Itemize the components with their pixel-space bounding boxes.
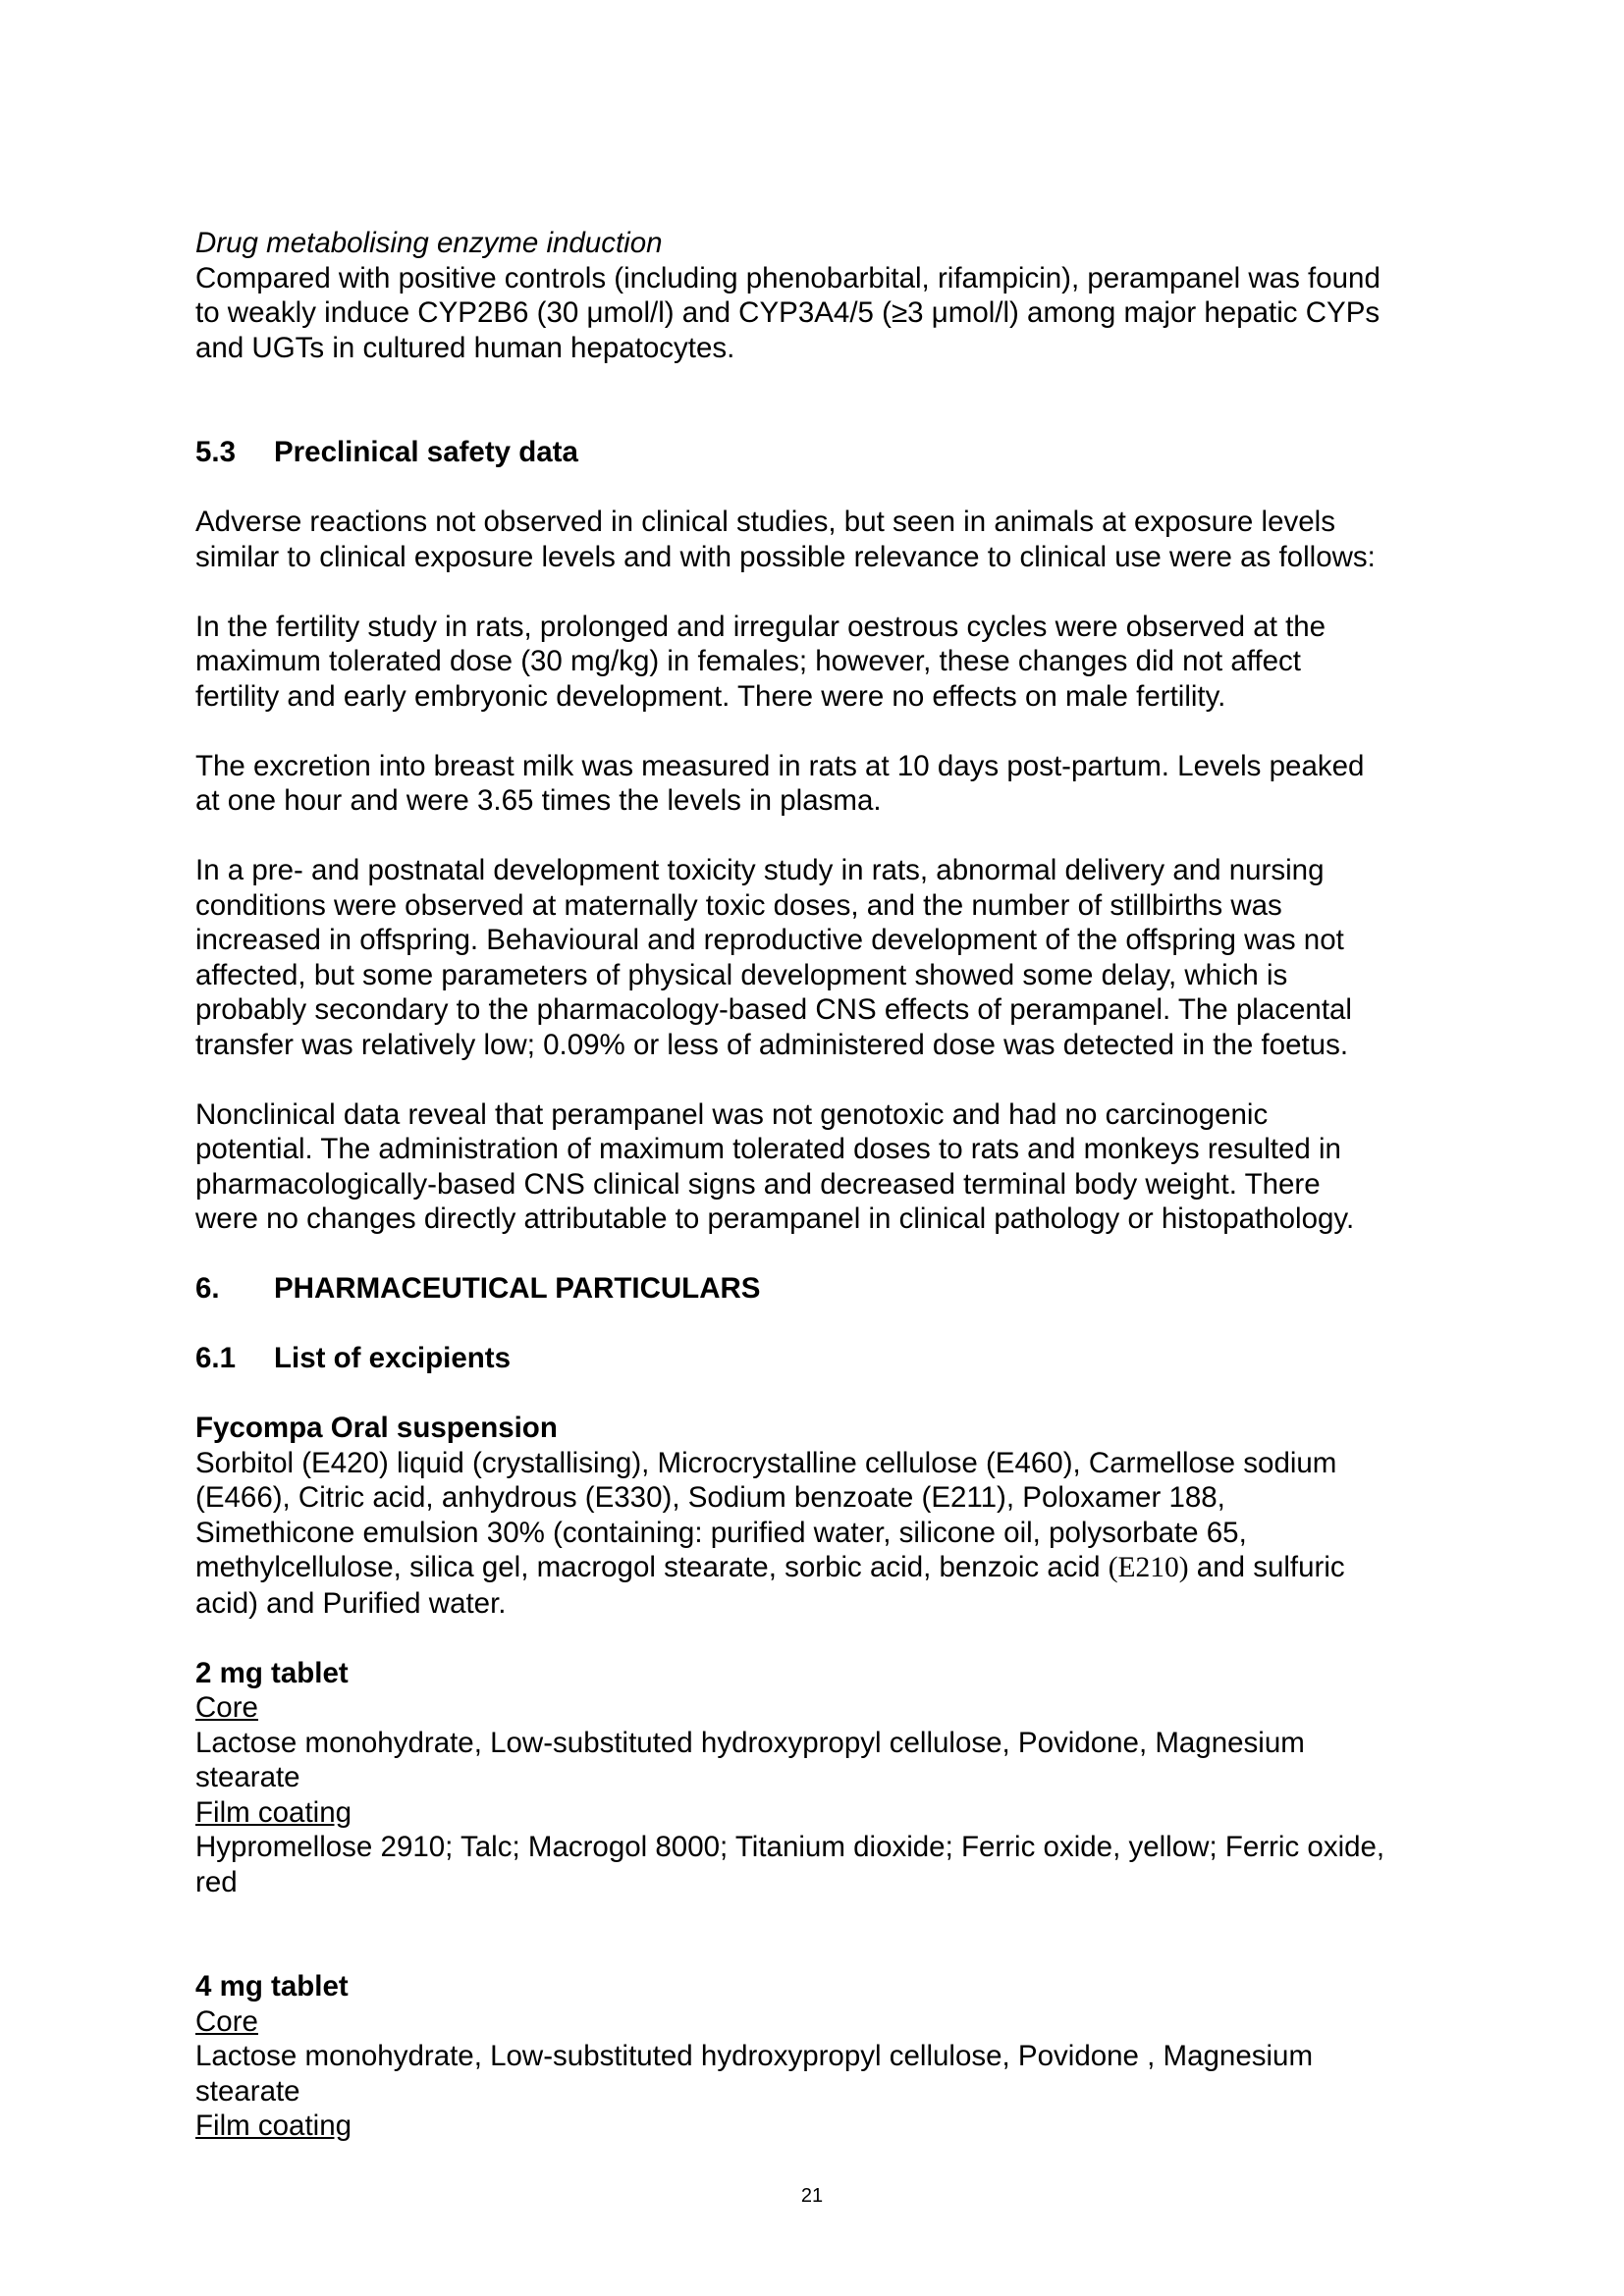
tablet-2mg-heading: 2 mg tablet <box>195 1656 349 1689</box>
tablet-2mg-coating-text: Hypromellose 2910; Talc; Macrogol 8000; Titanium dioxide; Ferric oxide, yellow; Ferric oxide, red <box>195 1831 1385 1898</box>
tablet-2mg-coating-label: Film coating <box>195 1795 352 1829</box>
oral-suspension-heading: Fycompa Oral suspension <box>195 1412 558 1444</box>
section-6-heading <box>195 1271 1472 1307</box>
tablet-4mg-heading: 4 mg tablet <box>195 1970 349 2002</box>
section-6-number: 6. <box>195 1272 220 1305</box>
oral-suspension-text-before: Sorbitol (E420) liquid (crystallising), Microcrystalline cellulose (E460), Carmellose sodium (E466), Citric acid, anhydrous (E330), Sodium benzoate (E211), Poloxamer 188, Simethicone emulsion 30% (containing: purified water, silicone oil, polysorbate 65, methylcellulose, silica gel, macrogol stearate, sorbic acid, benzoic acid <box>195 1446 1337 1583</box>
section-5-3-number: 5.3 <box>195 436 237 468</box>
tablet-2mg-core-text: Lactose monohydrate, Low-substituted hydroxypropyl cellulose, Povidone, Magnesium stearate <box>195 1726 1305 1793</box>
paragraph-pre-postnatal: In a pre- and postnatal development toxicity study in rats, abnormal delivery and nursing conditions were observed at maternally toxic doses, and the number of stillbirths was increased in offspring. Behavioural and reproductive development of the offspring was not affected, but some parameters of physical development showed some delay, which is probably secondary to the pharmacology-based CNS effects of perampanel. The placental transfer was relatively low; 0.09% or less of administered dose was detected in the foetus. <box>195 854 1352 1061</box>
paragraph-enzyme-induction: Compared with positive controls (including phenobarbital, rifampicin), perampanel was found to weakly induce CYP2B6 (30 μmol/l) and CYP3A4/5 (≥3 μmol/l) among major hepatic CYPs and UGTs in cultured human hepatocytes. <box>195 261 1380 364</box>
section-5-3-title: Preclinical safety data <box>274 436 578 468</box>
section-6-1-heading <box>195 1341 1472 1376</box>
tablet-2mg-core-label: Core <box>195 1691 258 1724</box>
subheading-enzyme-induction: Drug metabolising enzyme induction <box>195 227 663 259</box>
paragraph-fertility: In the fertility study in rats, prolonged and irregular oestrous cycles were observed at the maximum tolerated dose (30 mg/kg) in females; however, these changes did not affect fertility and early embryonic development. There were no effects on male fertility. <box>195 610 1326 713</box>
tablet-4mg-core-label: Core <box>195 2004 258 2038</box>
section-6-title: PHARMACEUTICAL PARTICULARS <box>274 1272 761 1305</box>
oral-suspension-text-after: and sulfuric acid) and Purified water. <box>195 1551 1345 1620</box>
tablet-4mg-coating-label: Film coating <box>195 2109 352 2142</box>
paragraph-breast-milk: The excretion into breast milk was measured in rats at 10 days post-partum. Levels peaked at one hour and were 3.65 times the levels in plasma. <box>195 749 1365 817</box>
oral-suspension-excipients <box>195 1446 1472 1622</box>
paragraph-adverse-reactions: Adverse reactions not observed in clinical studies, but seen in animals at exposure levels similar to clinical exposure levels and with possible relevance to clinical use were as follows: <box>195 506 1376 573</box>
section-6-1-number: 6.1 <box>195 1342 237 1374</box>
paragraph-nonclinical: Nonclinical data reveal that perampanel was not genotoxic and had no carcinogenic potential. The administration of maximum tolerated doses to rats and monkeys resulted in pharmacologically-based CNS clinical signs and decreased terminal body weight. There were no changes directly attributable to perampanel in clinical pathology or histopathology. <box>195 1097 1355 1235</box>
section-5-3-heading <box>195 435 1472 470</box>
section-6-1-title: List of excipients <box>274 1342 511 1374</box>
page-number: 21 <box>800 2185 824 2207</box>
tablet-4mg-core-text: Lactose monohydrate, Low-substituted hydroxypropyl cellulose, Povidone , Magnesium stearate <box>195 2040 1314 2108</box>
oral-suspension-text-serif: (E210) <box>1108 1552 1189 1583</box>
document-page <box>195 226 1472 2144</box>
